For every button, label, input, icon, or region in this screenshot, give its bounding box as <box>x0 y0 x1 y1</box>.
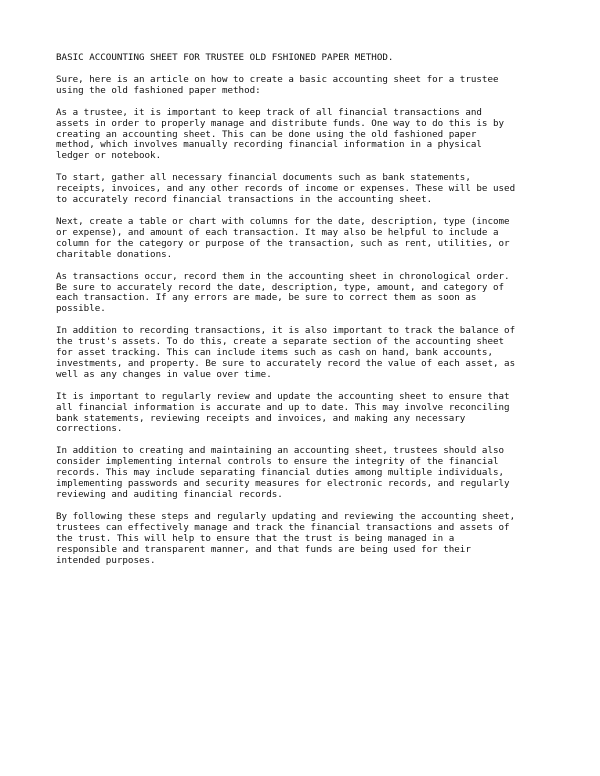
paragraph-line: reviewing and auditing financial records. <box>56 489 283 500</box>
paragraph-line: It is important to regularly review and update the accounting sheet to ensure that <box>56 390 510 402</box>
document-title: BASIC ACCOUNTING SHEET FOR TRUSTEE OLD FSHIONED PAPER METHOD. <box>56 52 394 63</box>
paragraph-line: creating an accounting sheet. This can be done using the old fashioned paper <box>56 128 477 140</box>
paragraph-9 <box>56 512 556 567</box>
paragraph-3 <box>56 173 556 206</box>
paragraph-8 <box>56 446 556 501</box>
paragraph-line: well as any changes in value over time. <box>56 368 272 380</box>
paragraph-line: to accurately record financial transactions in the accounting sheet. <box>56 194 433 206</box>
paragraph-line: for asset tracking. This can include items such as cash on hand, bank accounts, <box>56 347 493 359</box>
paragraph-line: As a trustee, it is important to keep track of all financial transactions and <box>56 106 482 118</box>
paragraph-line: each transaction. If any errors are made, be sure to correct them as soon as <box>56 292 477 304</box>
paragraph-line: receipts, invoices, and any other records of income or expenses. These will be used <box>56 183 516 195</box>
paragraph-line: using the old fashioned paper method: <box>56 84 261 96</box>
paragraph-line: or expense), and amount of each transaction. It may also be helpful to include a <box>56 226 499 238</box>
document-page <box>56 53 556 577</box>
paragraph-line: method, which involves manually recording financial information in a physical <box>56 139 482 151</box>
paragraph-6 <box>56 326 556 381</box>
paragraph-line: Be sure to accurately record the date, description, type, amount, and category of <box>56 281 505 293</box>
paragraph-line: To start, gather all necessary financial documents such as bank statements, <box>56 172 471 184</box>
paragraph-7 <box>56 392 556 436</box>
paragraph-line: implementing passwords and security measures for electronic records, and regularly <box>56 478 510 490</box>
paragraph-line: column for the category or purpose of the transaction, such as rent, utilities, or <box>56 237 510 249</box>
paragraph-line: Next, create a table or chart with columns for the date, description, type (income <box>56 215 510 227</box>
paragraph-line: investments, and property. Be sure to accurately record the value of each asset, as <box>56 357 516 369</box>
paragraph-line: all financial information is accurate and up to date. This may involve reconciling <box>56 401 510 413</box>
paragraph-line: Sure, here is an article on how to create a basic accounting sheet for a trustee <box>56 73 499 85</box>
paragraph-line: charitable donations. <box>56 248 173 260</box>
paragraph-line: intended purposes. <box>56 554 156 566</box>
paragraph-line: consider implementing internal controls to ensure the integrity of the financial <box>56 456 499 468</box>
paragraph-4 <box>56 217 556 261</box>
paragraph-2 <box>56 108 556 163</box>
paragraph-line: By following these steps and regularly updating and reviewing the accounting sheet, <box>56 510 516 522</box>
paragraph-line: possible. <box>56 303 106 315</box>
paragraph-line: the trust's assets. To do this, create a separate section of the accounting sheet <box>56 336 505 348</box>
paragraph-line: As transactions occur, record them in the accounting sheet in chronological order. <box>56 270 510 282</box>
paragraph-line: In addition to creating and maintaining an accounting sheet, trustees should also <box>56 445 505 457</box>
paragraph-1 <box>56 75 556 97</box>
paragraph-line: assets in order to properly manage and distribute funds. One way to do this is by <box>56 117 505 129</box>
paragraph-line: bank statements, reviewing receipts and invoices, and making any necessary <box>56 412 466 424</box>
paragraph-line: In addition to recording transactions, it is also important to track the balance of <box>56 325 516 337</box>
paragraph-line: responsible and transparent manner, and that funds are being used for their <box>56 543 471 555</box>
paragraph-5 <box>56 272 556 316</box>
paragraph-line: corrections. <box>56 423 123 435</box>
paragraph-line: ledger or notebook. <box>56 150 162 162</box>
paragraph-line: records. This may include separating financial duties among multiple individuals, <box>56 467 505 479</box>
paragraph-line: the trust. This will help to ensure that the trust is being managed in a <box>56 532 455 544</box>
paragraph-line: trustees can effectively manage and track the financial transactions and assets of <box>56 521 510 533</box>
